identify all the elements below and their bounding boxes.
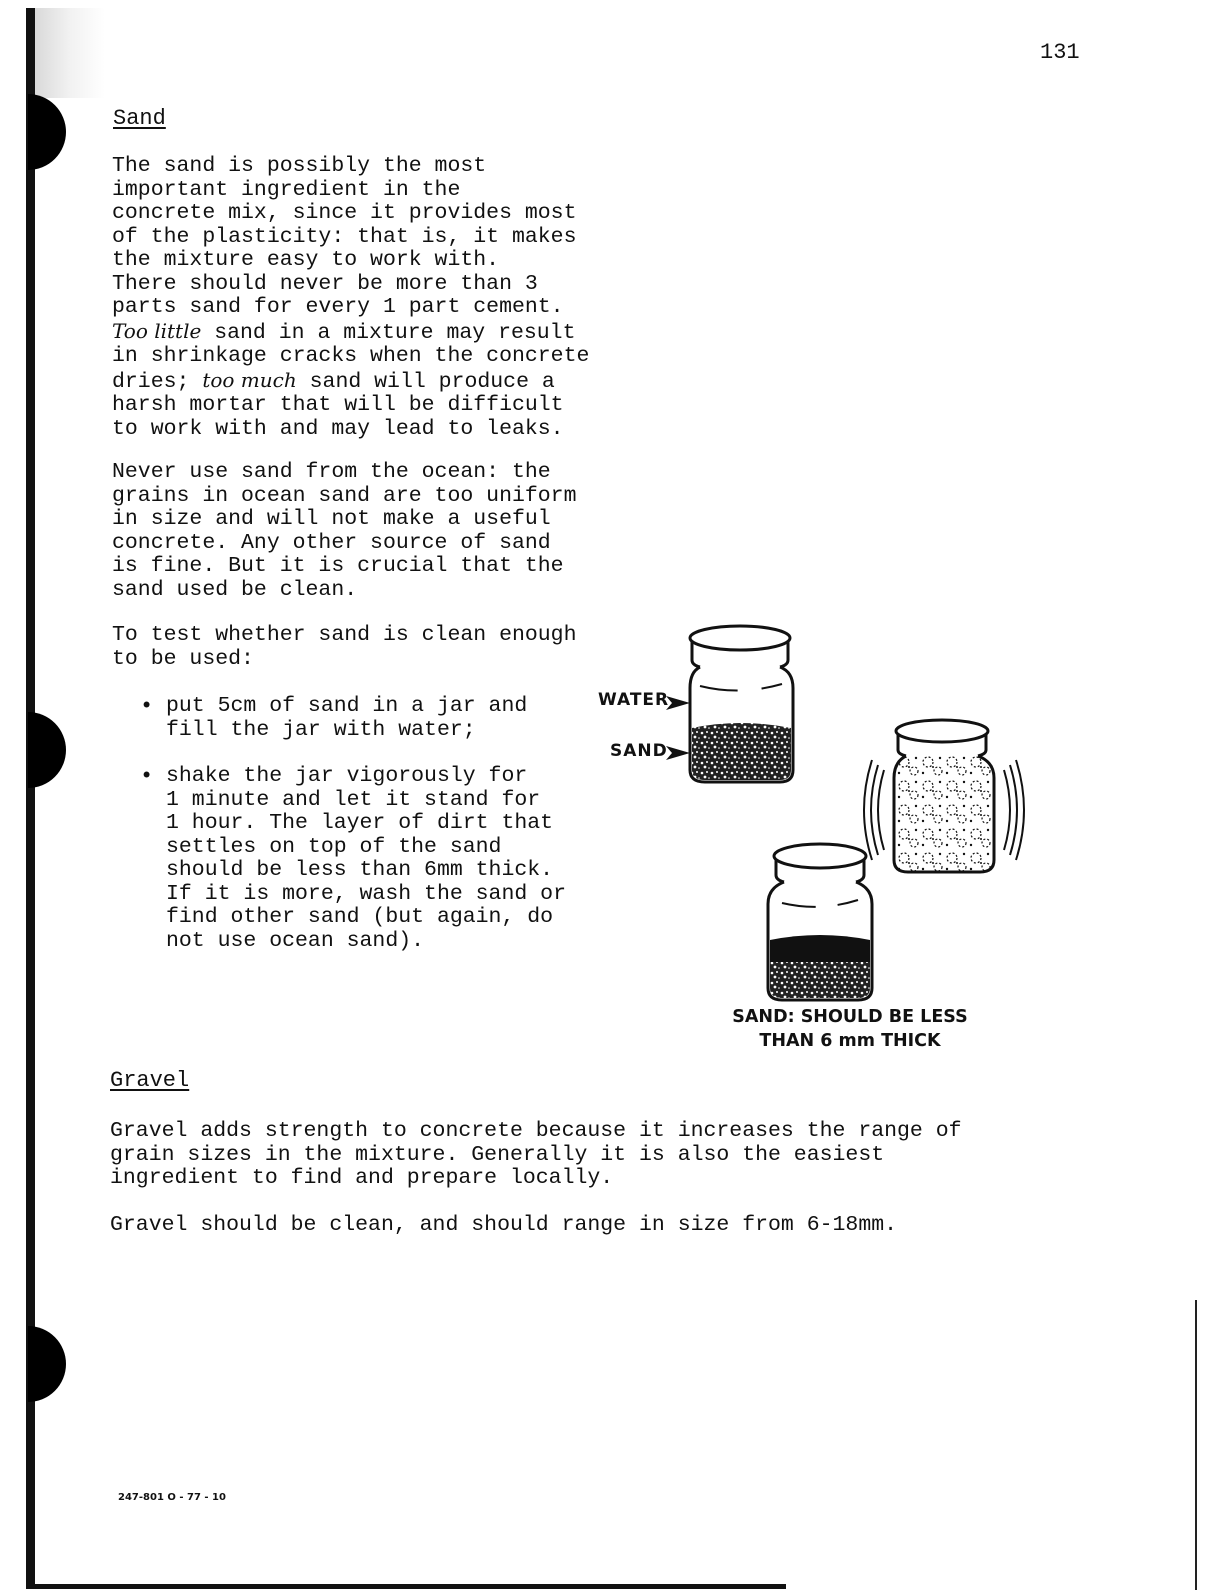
bullet-item-2 [140, 764, 566, 953]
scan-right-edge [1195, 1300, 1197, 1590]
binder-hole-middle [28, 712, 66, 788]
water-arrow-icon [666, 696, 690, 710]
bullet-text-2: shake the jar vigorously for 1 minute and let it stand for 1 hour. The layer of dirt that settles on top of the sand should be less than 6mm thick. If it is more, wash the sand or find other sand (but again, do not use ocean sand). [166, 764, 566, 953]
sand-label: SAND [610, 741, 668, 761]
sand-arrow-icon [666, 746, 690, 760]
bullet-item-1 [140, 694, 528, 742]
sand-p1-emphasis-too-much: too much [202, 367, 297, 392]
gravel-paragraph-1: Gravel adds strength to concrete because it increases the range of grain sizes in the mixture. Generally it is also the easiest ingredient to find and prepare locally. [110, 1119, 962, 1190]
sand-jar-test-figure [560, 610, 1060, 1010]
page-number: 131 [1040, 40, 1080, 65]
figure-caption: SAND: SHOULD BE LESS THAN 6 mm THICK [732, 1007, 968, 1051]
sand-p1-text-c: sand will produce a harsh mortar that will be difficult to work with and may lead to leaks. [112, 369, 564, 441]
jar-illustrations [560, 610, 1060, 1010]
bullet-text-1: put 5cm of sand in a jar and fill the jar with water; [166, 694, 528, 742]
binder-hole-bottom [28, 1326, 66, 1402]
sand-p1-emphasis-too-little: Too little [112, 318, 202, 343]
sand-heading: Sand [113, 106, 166, 131]
sand-paragraph-3: To test whether sand is clean enough to be used: [112, 623, 577, 671]
scan-corner-shading [35, 8, 105, 98]
binder-hole-top [28, 94, 66, 170]
sand-paragraph-2: Never use sand from the ocean: the grains in ocean sand are too uniform in size and will not make a useful concrete. Any other source of sand is fine. But it is crucial that the sand used be clean. [112, 460, 577, 602]
bullet-dot-icon: • [140, 764, 154, 789]
gravel-paragraph-2: Gravel should be clean, and should range in size from 6-18mm. [110, 1213, 898, 1237]
jar-shaken [894, 720, 994, 872]
footer-print-code: 247-801 O - 77 - 10 [118, 1492, 226, 1503]
jar-water-and-sand [690, 626, 793, 782]
gravel-heading: Gravel [110, 1068, 190, 1093]
sand-paragraph-1 [112, 155, 589, 441]
sand-p1-text-a: The sand is possibly the most important ingredient in the concrete mix, since it provides most of the plasticity: that is, it makes the mixture easy to work with. There should never be more than 3 parts sand for every 1 part cement. [112, 154, 577, 319]
water-label: WATER [598, 690, 670, 710]
jar-settled [768, 844, 872, 1000]
scan-bottom-edge [26, 1584, 786, 1589]
bullet-dot-icon: • [140, 694, 154, 719]
sand-p1-text-b: sand in a mixture may result in shrinkage cracks when the concrete dries; [112, 320, 590, 394]
